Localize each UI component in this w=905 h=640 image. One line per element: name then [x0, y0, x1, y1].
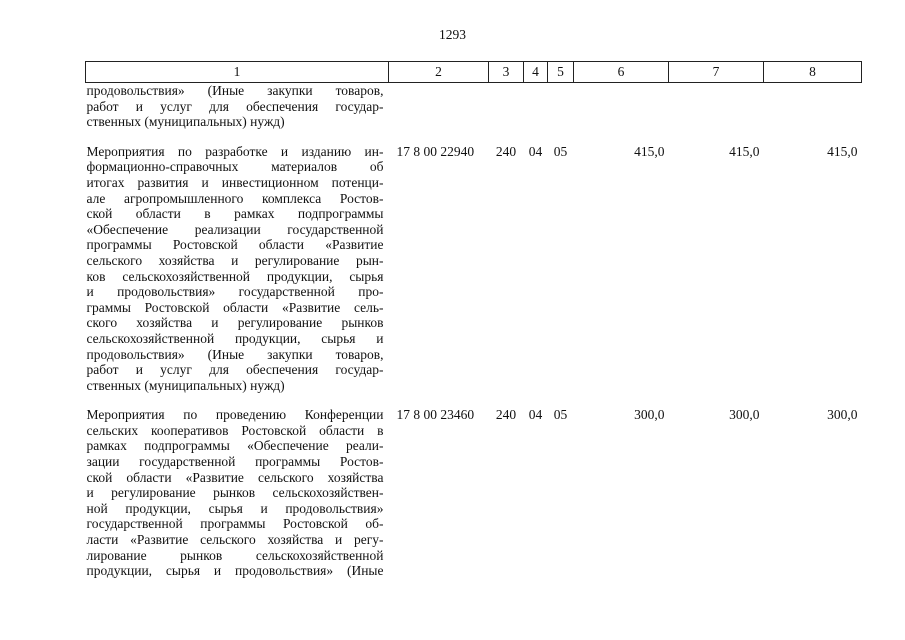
table-row [86, 144, 862, 394]
description-line: продовольствия» (Иные закупки товаров, [86, 346, 384, 362]
section [524, 83, 548, 130]
description-line: ской области «Развитие сельского хозяйства [86, 469, 384, 485]
description-line: ственных (муниципальных) нужд) [86, 377, 285, 393]
subsection [548, 83, 574, 130]
amount-col-6: 300,0 [634, 407, 665, 423]
description-line: ков сельскохозяйственной продукции, сырья [86, 268, 384, 284]
description-line: Мероприятия по разработке и изданию ин- [86, 143, 384, 159]
description-line: программы Ростовской области «Развитие [86, 237, 384, 253]
expense-type [489, 83, 524, 130]
col-header-6: 6 [574, 62, 669, 83]
amount-col-6 [574, 83, 669, 130]
table-row [86, 407, 862, 579]
column-number-header [86, 62, 862, 83]
expense-type: 240 [495, 407, 517, 423]
page-number: 1293 [439, 27, 466, 42]
description-line: але агропромышленного комплекса Ростов- [86, 190, 384, 206]
description-line: ласти «Развитие сельского хозяйства и регу- [86, 532, 384, 548]
description-line: формационно-справочных материалов об [86, 159, 384, 175]
row-description [86, 83, 389, 130]
description-line: сельскохозяйственной продукции, сырья и [86, 330, 384, 346]
description-line: и регулирование рынков сельскохозяйствен- [86, 485, 384, 501]
amount-col-8: 300,0 [827, 407, 858, 423]
subsection: 05 [553, 407, 568, 423]
expense-type: 240 [495, 143, 517, 159]
amount-col-8: 415,0 [827, 143, 858, 159]
section: 04 [528, 407, 543, 423]
row-spacer [86, 393, 862, 407]
col-header-8: 8 [764, 62, 862, 83]
description-line: работ и услуг для обеспечения государ- [86, 362, 384, 378]
description-line: и продовольствия» государственной про- [86, 284, 384, 300]
description-line: работ и услуг для обеспечения государ- [86, 98, 384, 114]
amount-col-7: 300,0 [729, 407, 760, 423]
budget-table [85, 61, 862, 579]
description-line: сельских кооперативов Ростовской области в [86, 422, 384, 438]
col-header-5: 5 [548, 62, 574, 83]
col-header-1: 1 [86, 62, 389, 83]
amount-col-7: 415,0 [729, 143, 760, 159]
row-spacer [86, 130, 862, 144]
amount-col-8 [764, 83, 862, 130]
row-description [86, 144, 389, 394]
description-line: продовольствия» (Иные закупки товаров, [86, 83, 384, 98]
description-line: ского хозяйства и регулирование рынков [86, 315, 384, 331]
col-header-3: 3 [489, 62, 524, 83]
description-line: итогах развития и инвестиционном потенци- [86, 174, 384, 190]
description-line: ственных (муниципальных) нужд) [86, 114, 285, 130]
amount-col-7 [669, 83, 764, 130]
target-article-code: 17 8 00 23460 [396, 407, 475, 423]
target-article-code [389, 83, 489, 130]
section: 04 [528, 143, 543, 159]
description-line: ской области в рамках подпрограммы [86, 206, 384, 222]
row-description [86, 407, 389, 579]
subsection: 05 [553, 143, 568, 159]
table-row [86, 83, 862, 130]
description-line: граммы Ростовской области «Развитие сель- [86, 299, 384, 315]
description-line: зации государственной программы Ростов- [86, 454, 384, 470]
description-line: «Обеспечение реализации государственной [86, 221, 384, 237]
col-header-4: 4 [524, 62, 548, 83]
description-line: лирование рынков сельскохозяйственной [86, 547, 384, 563]
amount-col-6: 415,0 [634, 143, 665, 159]
description-line: сельского хозяйства и регулирование рын- [86, 252, 384, 268]
description-line: рамках подпрограммы «Обеспечение реали- [86, 438, 384, 454]
description-line: государственной программы Ростовской об- [86, 516, 384, 532]
description-line: ной продукции, сырья и продовольствия» [86, 500, 384, 516]
description-line: продукции, сырья и продовольствия» (Иные [86, 563, 384, 579]
col-header-7: 7 [669, 62, 764, 83]
target-article-code: 17 8 00 22940 [396, 143, 475, 159]
description-line: Мероприятия по проведению Конференции [86, 407, 384, 423]
col-header-2: 2 [389, 62, 489, 83]
